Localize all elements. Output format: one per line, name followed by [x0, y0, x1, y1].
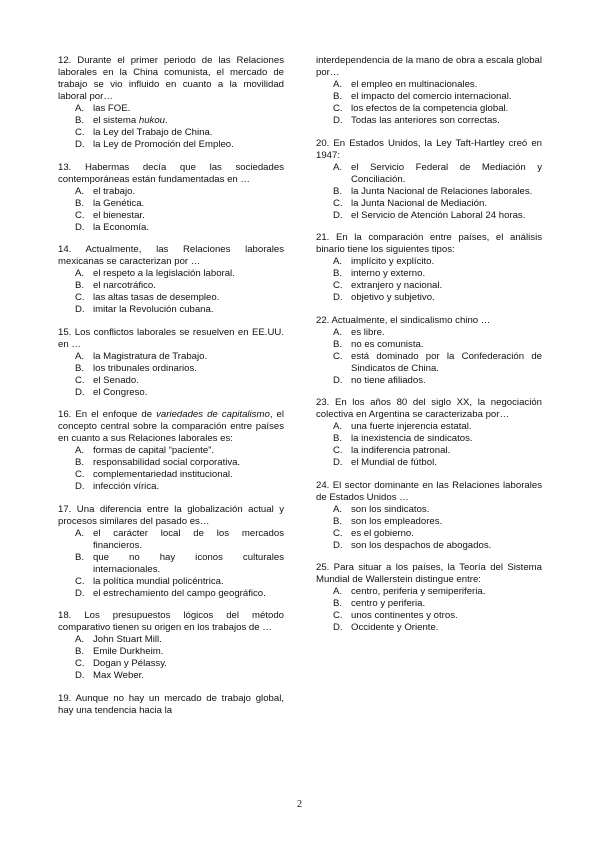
answer-option — [316, 256, 542, 268]
option-letter: A. — [75, 350, 85, 362]
option-text: el Servicio de Atención Laboral 24 horas. — [351, 209, 526, 221]
question — [316, 480, 542, 552]
question — [316, 315, 542, 387]
option-letter: D. — [75, 139, 85, 150]
answer-option — [58, 552, 284, 576]
option-text: son los sindicatos. — [351, 503, 430, 515]
option-text: una fuerte injerencia estatal. — [351, 421, 472, 432]
option-letter: A. — [75, 634, 85, 645]
question-stem: interdependencia de la mano de obra a escala global por… — [316, 55, 542, 78]
option-text: Dogan y Pélassy. — [93, 658, 167, 669]
option-text: formas de capital “paciente”. — [93, 445, 215, 456]
option-text: son los despachos de abogados. — [351, 539, 492, 551]
option-text: objetivo y subjetivo. — [351, 292, 435, 303]
answer-option — [58, 198, 284, 210]
option-text: centro y periferia. — [351, 598, 426, 609]
question-stem: 15. Los conflictos laborales se resuelven en EE.UU. en … — [58, 326, 284, 350]
option-text: el Servicio Federal de Mediación y Conciliación. — [351, 161, 542, 185]
option-list — [58, 103, 284, 151]
answer-option — [316, 516, 542, 528]
option-letter: A. — [333, 586, 343, 597]
option-text: que no hay iconos culturales internacionales. — [93, 551, 284, 575]
question-stem: 20. En Estados Unidos, la Ley Taft-Hartley creó en 1947: — [316, 137, 542, 161]
option-text: John Stuart Mill. — [93, 634, 162, 645]
option-letter: B. — [333, 598, 343, 609]
answer-option — [316, 162, 542, 186]
answer-option — [316, 210, 542, 222]
question — [58, 693, 284, 717]
answer-option — [58, 127, 284, 139]
answer-option — [58, 186, 284, 198]
option-letter: C. — [75, 469, 85, 480]
option-letter: A. — [75, 445, 85, 456]
answer-option — [316, 268, 542, 280]
option-letter: A. — [333, 79, 343, 90]
option-list — [316, 586, 542, 634]
answer-option — [316, 115, 542, 127]
answer-option — [316, 292, 542, 304]
option-text: la Genética. — [93, 197, 145, 209]
answer-option — [316, 91, 542, 103]
option-letter: A. — [75, 268, 85, 279]
option-letter: B. — [75, 197, 85, 209]
option-letter: D. — [333, 539, 343, 551]
option-text: son los empleadores. — [351, 515, 443, 527]
option-letter: D. — [75, 304, 85, 315]
answer-option — [58, 528, 284, 552]
answer-option — [58, 280, 284, 292]
answer-option — [316, 375, 542, 387]
option-text: los efectos de la competencia global. — [351, 103, 509, 114]
question — [58, 504, 284, 600]
option-letter: D. — [333, 622, 343, 633]
option-text: centro, periferia y semiperiferia. — [351, 586, 486, 597]
option-text: el narcotráfico. — [93, 280, 156, 291]
option-letter: D. — [75, 481, 85, 492]
option-text: extranjero y nacional. — [351, 280, 443, 291]
option-letter: D. — [333, 457, 343, 468]
option-text: el trabajo. — [93, 185, 136, 197]
option-letter: D. — [75, 221, 85, 233]
option-letter: D. — [75, 670, 85, 681]
answer-option — [58, 139, 284, 151]
answer-option — [316, 327, 542, 339]
answer-option — [316, 610, 542, 622]
option-text: los tribunales ordinarios. — [93, 362, 197, 374]
option-text: no tiene afiliados. — [351, 374, 426, 386]
option-letter: C. — [333, 103, 343, 114]
question — [316, 232, 542, 304]
question-stem: 13. Habermas decía que las sociedades contemporáneas están fundamentadas en … — [58, 161, 284, 185]
option-letter: C. — [75, 209, 85, 221]
option-letter: C. — [333, 350, 343, 362]
answer-option — [316, 103, 542, 115]
option-letter: A. — [75, 527, 85, 539]
option-list — [316, 162, 542, 222]
question-stem: 12. Durante el primer periodo de las Relaciones laborales en la China comunista, el mercado de trabajo se vio influido en cuanto a la movilidad laboral por… — [58, 55, 284, 102]
option-text: está dominado por la Confederación de Sindicatos de China. — [351, 350, 542, 374]
answer-option — [58, 576, 284, 588]
option-letter: A. — [333, 326, 343, 338]
answer-option — [58, 588, 284, 600]
page-number: 2 — [297, 799, 302, 810]
question-stem: 17. Una diferencia entre la globalización actual y procesos similares del pasado es… — [58, 503, 284, 527]
option-list — [58, 634, 284, 682]
option-letter: D. — [75, 386, 85, 398]
option-text: el bienestar. — [93, 209, 145, 221]
option-letter: B. — [75, 551, 85, 563]
answer-option — [58, 222, 284, 234]
option-text: las altas tasas de desempleo. — [93, 292, 220, 303]
answer-option — [58, 292, 284, 304]
answer-option — [58, 268, 284, 280]
answer-option — [316, 457, 542, 469]
option-letter: A. — [75, 103, 85, 114]
option-list — [58, 445, 284, 493]
answer-option — [58, 646, 284, 658]
option-list — [316, 421, 542, 469]
option-letter: B. — [333, 338, 343, 350]
answer-option — [58, 445, 284, 457]
option-text: Todas las anteriores son correctas. — [351, 115, 500, 126]
option-letter: B. — [75, 457, 85, 468]
option-list — [58, 351, 284, 399]
option-letter: C. — [75, 127, 85, 138]
option-text: complementariedad institucional. — [93, 469, 233, 480]
answer-option — [58, 658, 284, 670]
answer-option — [316, 622, 542, 634]
option-text: la Junta Nacional de Mediación. — [351, 197, 487, 209]
question-stem: 25. Para situar a los países, la Teoría del Sistema Mundial de Wallerstein distingue entre: — [316, 562, 542, 585]
option-text: el empleo en multinacionales. — [351, 79, 478, 90]
option-letter: B. — [333, 268, 343, 279]
option-letter: B. — [75, 646, 85, 657]
answer-option — [58, 469, 284, 481]
option-text: infección vírica. — [93, 481, 160, 492]
option-text: responsabilidad social corporativa. — [93, 457, 241, 468]
answer-option — [316, 421, 542, 433]
question — [58, 610, 284, 682]
option-letter: C. — [333, 445, 343, 456]
question — [58, 244, 284, 316]
option-letter: B. — [75, 280, 85, 291]
option-text: Occidente y Oriente. — [351, 622, 439, 633]
option-text: implícito y explícito. — [351, 256, 435, 267]
option-list — [316, 79, 542, 127]
question — [58, 162, 284, 234]
option-letter: B. — [333, 185, 343, 197]
option-text: la inexistencia de sindicatos. — [351, 433, 473, 444]
answer-option — [316, 79, 542, 91]
option-text: unos continentes y otros. — [351, 610, 458, 621]
option-letter: A. — [333, 161, 343, 173]
answer-option — [58, 363, 284, 375]
option-text: las FOE. — [93, 103, 131, 114]
option-text: Emile Durkheim. — [93, 646, 164, 657]
left-column — [58, 55, 284, 727]
option-letter: D. — [333, 115, 343, 126]
option-letter: D. — [333, 209, 343, 221]
answer-option — [58, 375, 284, 387]
option-text: el impacto del comercio internacional. — [351, 91, 512, 102]
answer-option — [58, 115, 284, 127]
option-letter: B. — [75, 115, 85, 126]
option-text: el Congreso. — [93, 386, 148, 398]
option-letter: C. — [75, 292, 85, 303]
answer-option — [316, 504, 542, 516]
option-text: el Senado. — [93, 374, 139, 386]
answer-option — [58, 304, 284, 316]
answer-option — [316, 598, 542, 610]
option-text: Max Weber. — [93, 670, 145, 681]
option-letter: B. — [333, 433, 343, 444]
option-letter: C. — [333, 280, 343, 291]
option-text: la Ley de Promoción del Empleo. — [93, 139, 234, 150]
option-text: el Mundial de fútbol. — [351, 457, 437, 468]
option-letter: B. — [75, 362, 85, 374]
option-text: el sistema hukou. — [93, 115, 168, 126]
answer-option — [316, 433, 542, 445]
answer-option — [58, 670, 284, 682]
option-letter: C. — [333, 527, 343, 539]
option-text: no es comunista. — [351, 338, 424, 350]
answer-option — [58, 387, 284, 399]
answer-option — [58, 103, 284, 115]
option-list — [316, 327, 542, 387]
answer-option — [58, 210, 284, 222]
answer-option — [316, 586, 542, 598]
option-text: imitar la Revolución cubana. — [93, 304, 214, 315]
option-list — [316, 504, 542, 552]
option-letter: C. — [333, 610, 343, 621]
option-text: la Magistratura de Trabajo. — [93, 350, 208, 362]
question-stem: 24. El sector dominante en las Relaciones laborales de Estados Unidos … — [316, 479, 542, 503]
question-stem: 19. Aunque no hay un mercado de trabajo global, hay una tendencia hacia la — [58, 692, 284, 716]
right-column — [316, 55, 542, 645]
question-stem: 22. Actualmente, el sindicalismo chino … — [316, 314, 491, 326]
answer-option — [58, 457, 284, 469]
option-letter: B. — [333, 515, 343, 527]
question — [316, 55, 542, 127]
question-stem: 14. Actualmente, las Relaciones laborales mexicanas se caracterizan por … — [58, 244, 284, 267]
option-text: la Junta Nacional de Relaciones laborales. — [351, 185, 533, 197]
answer-option — [316, 445, 542, 457]
answer-option — [316, 186, 542, 198]
option-letter: C. — [75, 374, 85, 386]
option-text: es el gobierno. — [351, 527, 414, 539]
option-list — [58, 268, 284, 316]
answer-option — [58, 351, 284, 363]
option-list — [58, 528, 284, 600]
option-text: el carácter local de los mercados financieros. — [93, 527, 284, 551]
option-letter: D. — [333, 374, 343, 386]
option-letter: D. — [333, 292, 343, 303]
option-letter: A. — [333, 256, 343, 267]
question-stem: 23. En los años 80 del siglo XX, la negociación colectiva en Argentina se caracterizaba por… — [316, 397, 542, 420]
answer-option — [316, 198, 542, 210]
option-letter: D. — [75, 587, 85, 599]
question-stem: 18. Los presupuestos lógicos del método comparativo tienen su origen en los trabajos de … — [58, 610, 284, 633]
option-list — [316, 256, 542, 304]
option-text: la Economía. — [93, 221, 149, 233]
question — [58, 55, 284, 151]
option-letter: B. — [333, 91, 343, 102]
option-letter: A. — [333, 421, 343, 432]
option-text: la política mundial policéntrica. — [93, 575, 224, 587]
option-list — [58, 186, 284, 234]
answer-option — [316, 528, 542, 540]
answer-option — [316, 280, 542, 292]
answer-option — [316, 351, 542, 375]
option-text: el estrechamiento del campo geográfico. — [93, 587, 266, 599]
option-letter: C. — [333, 197, 343, 209]
option-letter: C. — [75, 658, 85, 669]
answer-option — [316, 339, 542, 351]
option-text: la Ley del Trabajo de China. — [93, 127, 213, 138]
option-text: la indiferencia patronal. — [351, 445, 451, 456]
option-text: es libre. — [351, 326, 385, 338]
question — [316, 138, 542, 222]
question-stem: 21. En la comparación entre países, el análisis binario tiene los siguientes tipos: — [316, 232, 542, 255]
answer-option — [316, 540, 542, 552]
question — [58, 327, 284, 399]
answer-option — [58, 634, 284, 646]
question — [316, 562, 542, 634]
question-stem: 16. En el enfoque de variedades de capitalismo, el concepto central sobre la comparación entre países en cuanto a sus Relaciones laborales es: — [58, 409, 284, 444]
option-letter: C. — [75, 575, 85, 587]
option-text: interno y externo. — [351, 268, 426, 279]
question — [316, 397, 542, 469]
option-letter: A. — [333, 503, 343, 515]
question — [58, 409, 284, 493]
option-text: el respeto a la legislación laboral. — [93, 268, 235, 279]
option-letter: A. — [75, 185, 85, 197]
answer-option — [58, 481, 284, 493]
